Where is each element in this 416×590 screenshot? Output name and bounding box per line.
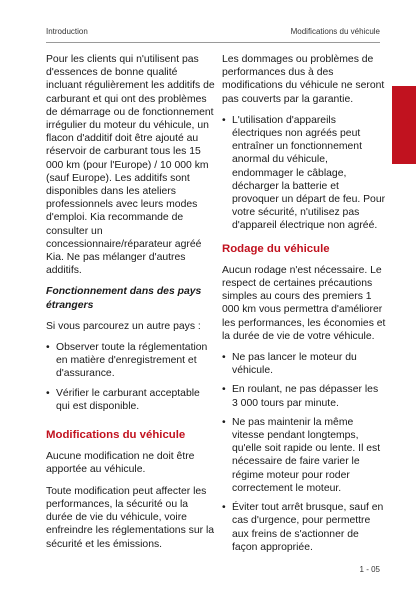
list-item-text: Ne pas maintenir la même vitesse pendant longtemps, qu'elle soit rapide ou lente. Il est nécessaire de faire varier le régime moteur pour roder correctement le moteur. xyxy=(232,416,381,494)
bullet-icon: • xyxy=(46,387,50,399)
page-number: 1 - 05 xyxy=(359,565,380,574)
chapter-tab xyxy=(392,86,416,164)
travel-intro: Si vous parcourez un autre pays : xyxy=(46,320,201,332)
break-in-bullet-list xyxy=(222,351,386,554)
right-column xyxy=(222,53,386,560)
list-item xyxy=(222,351,386,377)
list-item xyxy=(222,501,386,554)
list-item xyxy=(222,383,386,409)
travel-bullet-list xyxy=(46,341,216,413)
list-item-text: En roulant, ne pas dépasser les 3 000 tours par minute. xyxy=(232,384,379,409)
bullet-icon: • xyxy=(222,416,226,428)
running-header-section: Introduction xyxy=(46,27,88,36)
bullet-icon: • xyxy=(222,502,226,514)
warranty-paragraph: Les dommages ou problèmes de performances dus à des modifications du véhicule ne seront pas couverts par la garantie. xyxy=(222,54,385,105)
foreign-countries-subheading: Fonctionnement dans des pays étrangers xyxy=(46,286,202,311)
modifications-paragraph-1: Aucune modification ne doit être apportée au véhicule. xyxy=(46,451,195,476)
electrical-warning-list xyxy=(222,114,386,233)
break-in-heading: Rodage du véhicule xyxy=(222,242,330,255)
list-item xyxy=(46,387,216,413)
modifications-paragraph-2: Toute modification peut affecter les performances, la sécurité ou la durée de vie du véhicule, voire enfreindre les réglementations sur la sécurité et les émissions. xyxy=(46,485,215,550)
list-item xyxy=(46,341,216,381)
left-column xyxy=(46,53,216,559)
bullet-icon: • xyxy=(222,352,226,364)
header-divider xyxy=(46,42,380,43)
bullet-icon: • xyxy=(46,342,50,354)
chapter-number: 1 xyxy=(405,116,412,128)
fuel-additive-paragraph: Pour les clients qui n'utilisent pas d'essences de bonne qualité incluant régulièrement les additifs de carburant et qui ont des problèmes de démarrage ou de fonctionnement irrégulier du moteur du véhicule, un flacon d'additif doit être ajouté au réservoir de carburant tous les 15 000 km (pour l'Europe) / 10 000 km (sauf Europe). Les additifs sont disponibles dans les ateliers professionnels avec leurs modes d'emploi. Kia recommande de consulter un concessionnaire/réparateur agréé Kia. Ne pas mélanger d'autres additifs. xyxy=(46,54,215,277)
list-item xyxy=(222,114,386,233)
list-item-text: Ne pas lancer le moteur du véhicule. xyxy=(232,352,357,377)
running-header-title: Modifications du véhicule xyxy=(290,27,380,36)
list-item-text: Vérifier le carburant acceptable qui est disponible. xyxy=(56,387,200,412)
bullet-icon: • xyxy=(222,384,226,396)
list-item xyxy=(222,416,386,495)
bullet-icon: • xyxy=(222,114,226,126)
vehicle-modifications-heading: Modifications du véhicule xyxy=(46,429,186,442)
list-item-text: Observer toute la réglementation en matière d'enregistrement et d'assurance. xyxy=(56,342,208,380)
list-item-text: Éviter tout arrêt brusque, sauf en cas d'urgence, pour permettre aux freins de s'actionner de façon appropriée. xyxy=(232,502,384,553)
break-in-paragraph: Aucun rodage n'est nécessaire. Le respect de certaines précautions simples au cours des premiers 1 000 km vous permettra d'améliorer les performances, les économies et la durée de vie de votre véhicule. xyxy=(222,264,386,342)
list-item-text: L'utilisation d'appareils électriques non agréés peut entraîner un fonctionnement anormal du véhicule, endommager le câblage, décharger la batterie et provoquer un départ de feu. Pour votre sécurité, n'utilisez pas d'appareil électrique non agréé. xyxy=(232,114,386,232)
